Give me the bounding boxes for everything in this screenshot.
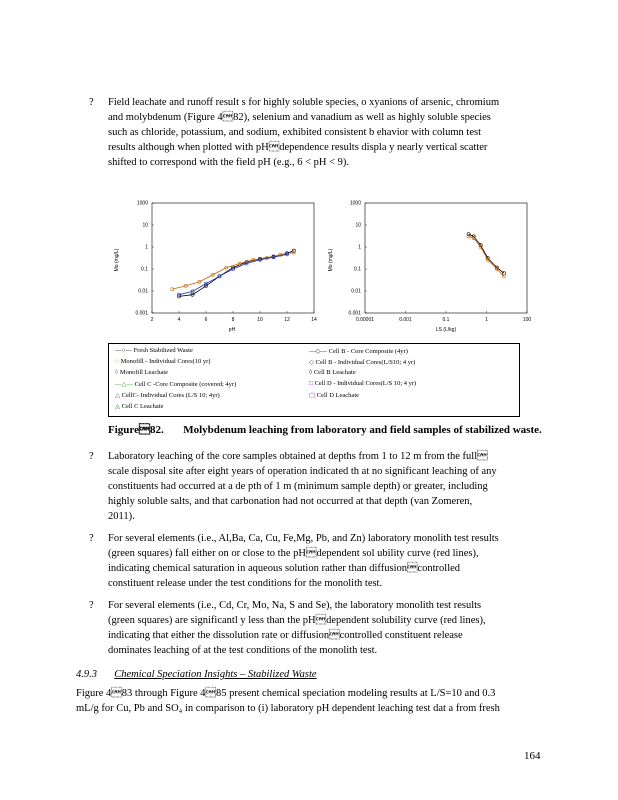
text-line: shifted to correspond with the field pH (e.g., 6 < pH < 9). [108, 157, 350, 168]
chart-right-frame [365, 203, 527, 313]
legend-item: □ Cell D - Individual Cores(L/S 10; 4 yr) [309, 380, 417, 387]
y-tick-label: 0.01 [351, 288, 361, 295]
section-heading [76, 669, 317, 680]
bullet-mark: ? [89, 451, 94, 462]
y-tick-label: 1 [145, 244, 148, 251]
text-line: 2011). [108, 511, 135, 522]
figure-legend [108, 343, 520, 417]
y-tick-label: 1 [358, 244, 361, 251]
chart-left-frame [152, 203, 314, 313]
bullet-text [108, 95, 546, 170]
figure-caption [108, 424, 542, 436]
bullet-mark: ? [89, 600, 94, 611]
chart-right-xlabel: LS (L/kg) [435, 327, 457, 333]
text-line: (green squares) are significantl y less than the pHdependent solubility curve (red lines), [108, 615, 486, 626]
x-tick-label: 0.001 [399, 317, 412, 323]
y-tick-label: 0.1 [141, 266, 148, 273]
text-line: highly soluble salts, and that carbonation had not occurred at that depth (van Zomeren, [108, 496, 473, 507]
legend-item: ◇ Cell B - Individual Cores(L/S10; 4 yr) [309, 359, 416, 366]
x-tick-label: 14 [311, 317, 317, 323]
bullet-text [108, 598, 546, 658]
chart-right-ylabel: Mo (mg/L) [328, 248, 334, 272]
figure-caption-label: Figure82. [108, 424, 164, 436]
data-point [502, 272, 505, 275]
x-tick-label: 0.00001 [355, 317, 375, 323]
text-line: constituents had occurred at a de pth of 1 m (minimum sample depth) or greater, including [108, 481, 488, 492]
text-line: and molybdenum (Figure 482), selenium and vanadium as well as highly soluble species [108, 112, 491, 123]
x-tick-label: 2 [150, 317, 154, 323]
text-line: dominates leaching of at the test conditions of the monolith test. [108, 645, 378, 656]
section-number: 4.9.3 [76, 669, 97, 680]
chart-left-xlabel: pH [228, 327, 236, 333]
chart-right-ls [328, 201, 531, 334]
body-paragraph [76, 686, 500, 716]
text-line: mL/g for Cu, Pb and SO₄ in comparison to (i) laboratory pH dependent leaching test dat a from fresh [76, 703, 500, 714]
text-line: For several elements (i.e., Al,Ba, Ca, Cu, Fe,Mg, Pb, and Zn) laboratory monolith test results [108, 533, 499, 544]
x-tick-label: 0.1 [442, 317, 450, 323]
figure-charts [110, 195, 530, 340]
text-line: For several elements (i.e., Cd, Cr, Mo, Na, S and Se), the laboratory monolith test results [108, 600, 482, 611]
y-tick-label: 0.001 [348, 310, 361, 317]
legend-item: —◇— Cell B - Core Composite (4yr) [309, 348, 408, 355]
series-line [469, 236, 504, 276]
section-title: Chemical Speciation Insights – Stabilized Waste [114, 669, 317, 680]
text-line: (green squares) fall either on or close to the pHdependent sol ubility curve (red lines), [108, 548, 479, 559]
x-tick-label: 10 [257, 317, 263, 323]
x-tick-label: 1 [485, 317, 488, 323]
y-tick-label: 10 [355, 222, 361, 229]
legend-item: △ CellC- Individual Cores (L/S 10; 4yr) [115, 392, 220, 399]
chart-left-ph [114, 201, 317, 334]
text-line: constituent release under the test conditions for the monolith test. [108, 578, 383, 589]
bullet-text [108, 531, 546, 591]
x-tick-label: 8 [231, 317, 235, 323]
y-tick-label: 0.01 [138, 288, 148, 295]
y-tick-label: 1000 [349, 200, 361, 207]
page-number: 164 [524, 750, 541, 762]
series-line [179, 254, 287, 294]
legend-item: ◊ Cell B Leachate [309, 369, 356, 376]
text-line: results although when plotted with pHdependence results displa y nearly vertical scatter [108, 142, 488, 153]
legend-item: ◊ Monofill Leachate [115, 369, 169, 376]
x-tick-label: 100 [522, 317, 532, 323]
x-tick-label: 6 [204, 317, 208, 323]
legend-item: ▢ Cell D Leachate [309, 392, 360, 399]
text-line: Field leachate and runoff result s for highly soluble species, o xyanions of arsenic, chromium [108, 97, 500, 108]
figure-caption-text: Molybdenum leaching from laboratory and field samples of stabilized waste. [183, 424, 542, 436]
y-tick-label: 0.1 [354, 266, 361, 273]
legend-item: —○— Fresh Stabilized Waste [115, 347, 193, 354]
text-line: Laboratory leaching of the core samples obtained at depths from 1 to 12 m from the full [108, 451, 488, 462]
y-tick-label: 1000 [136, 200, 148, 207]
text-line: Figure 483 through Figure 485 present chemical speciation modeling results at L/S=10 and 0.3 [76, 688, 496, 699]
bullet-mark: ? [89, 533, 94, 544]
legend-item: ○ Monofill - Individual Cores(10 yr) [115, 358, 211, 365]
text-line: indicating chemical saturation in aqueous solution rather than diffusioncontrolled [108, 563, 461, 574]
x-tick-label: 12 [284, 317, 290, 323]
legend-item: —△— Cell C -Core Composite (covered; 4yr) [115, 381, 237, 388]
legend-item: ◬ Cell C Leachate [115, 403, 164, 410]
text-line: such as chloride, potassium, and sodium, exhibited consistent b ehavior with column test [108, 127, 481, 138]
y-tick-label: 10 [142, 222, 148, 229]
bullet-mark: ? [89, 97, 94, 108]
x-tick-label: 4 [177, 317, 181, 323]
text-line: scale disposal site after eight years of operation indicated th at no significant leaching of any [108, 466, 497, 477]
y-tick-label: 0.001 [135, 310, 148, 317]
text-line: indicating that either the dissolution rate or diffusioncontrolled constituent release [108, 630, 463, 641]
chart-left-ylabel: Mo (mg/L) [114, 248, 120, 272]
bullet-text [108, 449, 546, 524]
